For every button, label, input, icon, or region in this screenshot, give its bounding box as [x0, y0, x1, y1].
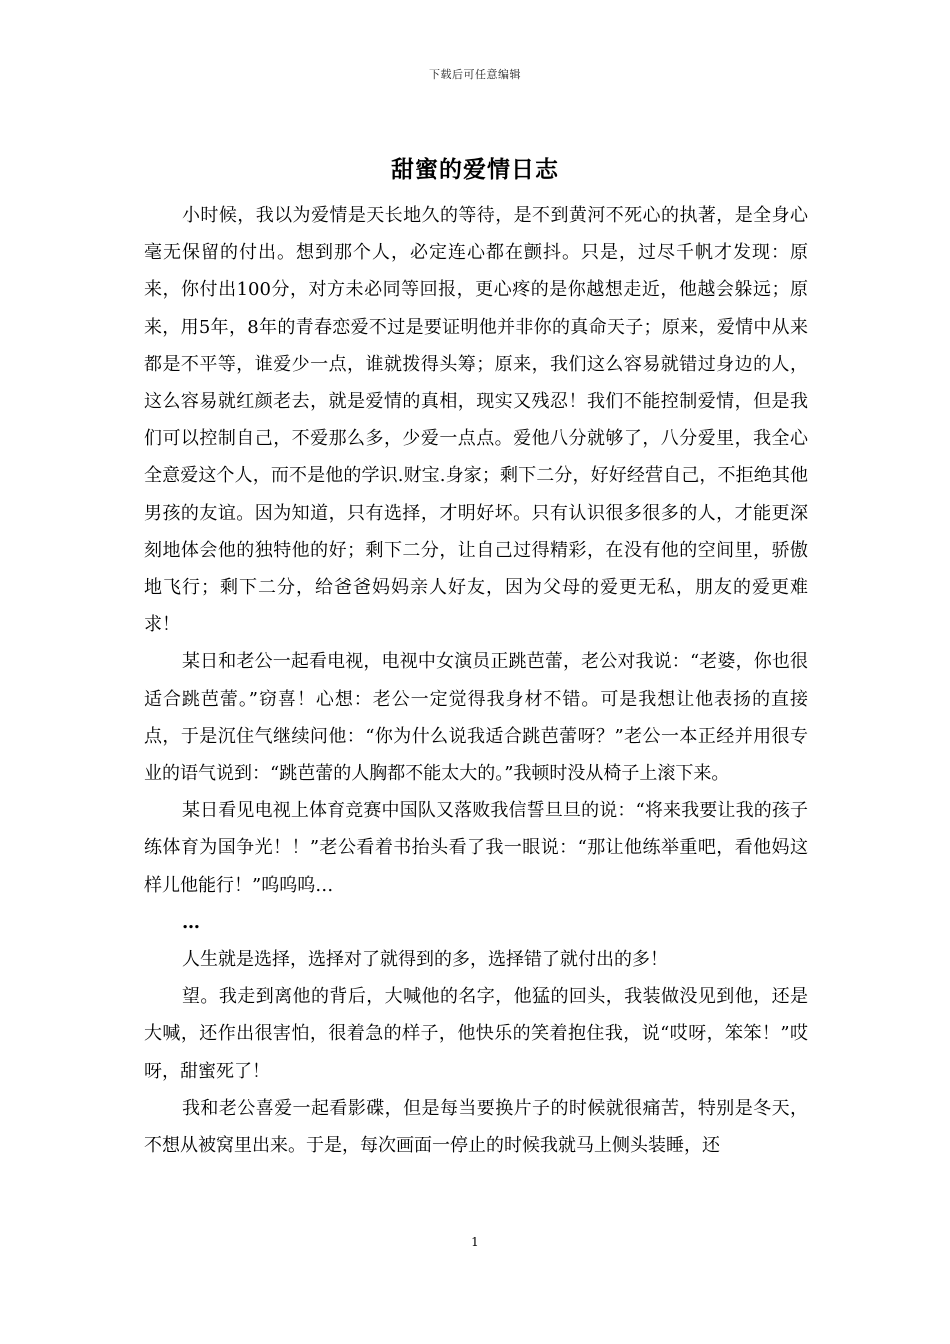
paragraph-sports-story: 某日看见电视上体育竞赛中国队又落败我信誓旦旦的说：“将来我要让我的孩子练体育为国争光！！”老公看着书抬头看了我一眼说：“那让他练举重吧，看他妈这样儿他能行！”呜呜呜… — [144, 800, 808, 896]
document-title: 甜蜜的爱情日志 — [391, 157, 559, 183]
paragraph-intro: 小时候，我以为爱情是天长地久的等待，是不到黄河不死心的执著，是全身心毫无保留的付出。想到那个人，必定连心都在颤抖。只是，过尽千帆才发现：原来，你付出100分，对方未必同等回报，更心疼的是你越想走近，他越会躲远；原来，用5年，8年的青春恋爱不过是要证明他并非你的真命天子；原来，爱情中从来都是不平等，谁爱少一点，谁就拨得头筹；原来，我们这么容易就错过身边的人，这么容易就红颜老去，就是爱情的真相，现实又残忍！我们不能控制爱情，但是我们可以控制自己，不爱那么多，少爱一点点。爱他八分就够了，八分爱里，我全心全意爱这个人，而不是他的学识.财宝.身家；剩下二分，好好经营自己，不拒绝其他男孩的友谊。因为知道，只有选择，才明好坏。只有认识很多很多的人，才能更深刻地体会他的独特他的好；剩下二分，让自己过得精彩，在没有他的空间里，骄傲地飞行；剩下二分，给爸爸妈妈亲人好友，因为父母的爱更无私，朋友的爱更难求！ — [144, 205, 808, 636]
document-body — [144, 197, 808, 1164]
page-number: 1 — [471, 1235, 479, 1249]
paragraph-movie-story: 我和老公喜爱一起看影碟，但是每当要换片子的时候就很痛苦，特别是冬天，不想从被窝里出来。于是，每次画面一停止的时候我就马上侧头装睡，还 — [144, 1097, 808, 1157]
header-note: 下载后可任意编辑 — [429, 68, 521, 81]
paragraph-ellipsis: … — [182, 911, 201, 933]
paragraph-surprise-story: 望。我走到离他的背后，大喊他的名字，他猛的回头，我装做没见到他，还是大喊，还作出很害怕，很着急的样子，他快乐的笑着抱住我，说“哎呀，笨笨！”哎呀，甜蜜死了！ — [144, 986, 808, 1082]
paragraph-ballet-story: 某日和老公一起看电视，电视中女演员正跳芭蕾，老公对我说：“老婆，你也很适合跳芭蕾。”窃喜！心想：老公一定觉得我身材不错。可是我想让他表扬的直接点，于是沉住气继续问他：“你为什么说我适合跳芭蕾呀？”老公一本正经并用很专业的语气说到：“跳芭蕾的人胸都不能太大的。”我顿时没从椅子上滚下来。 — [144, 651, 808, 785]
paragraph-life-choice: 人生就是选择，选择对了就得到的多，选择错了就付出的多！ — [182, 949, 668, 971]
